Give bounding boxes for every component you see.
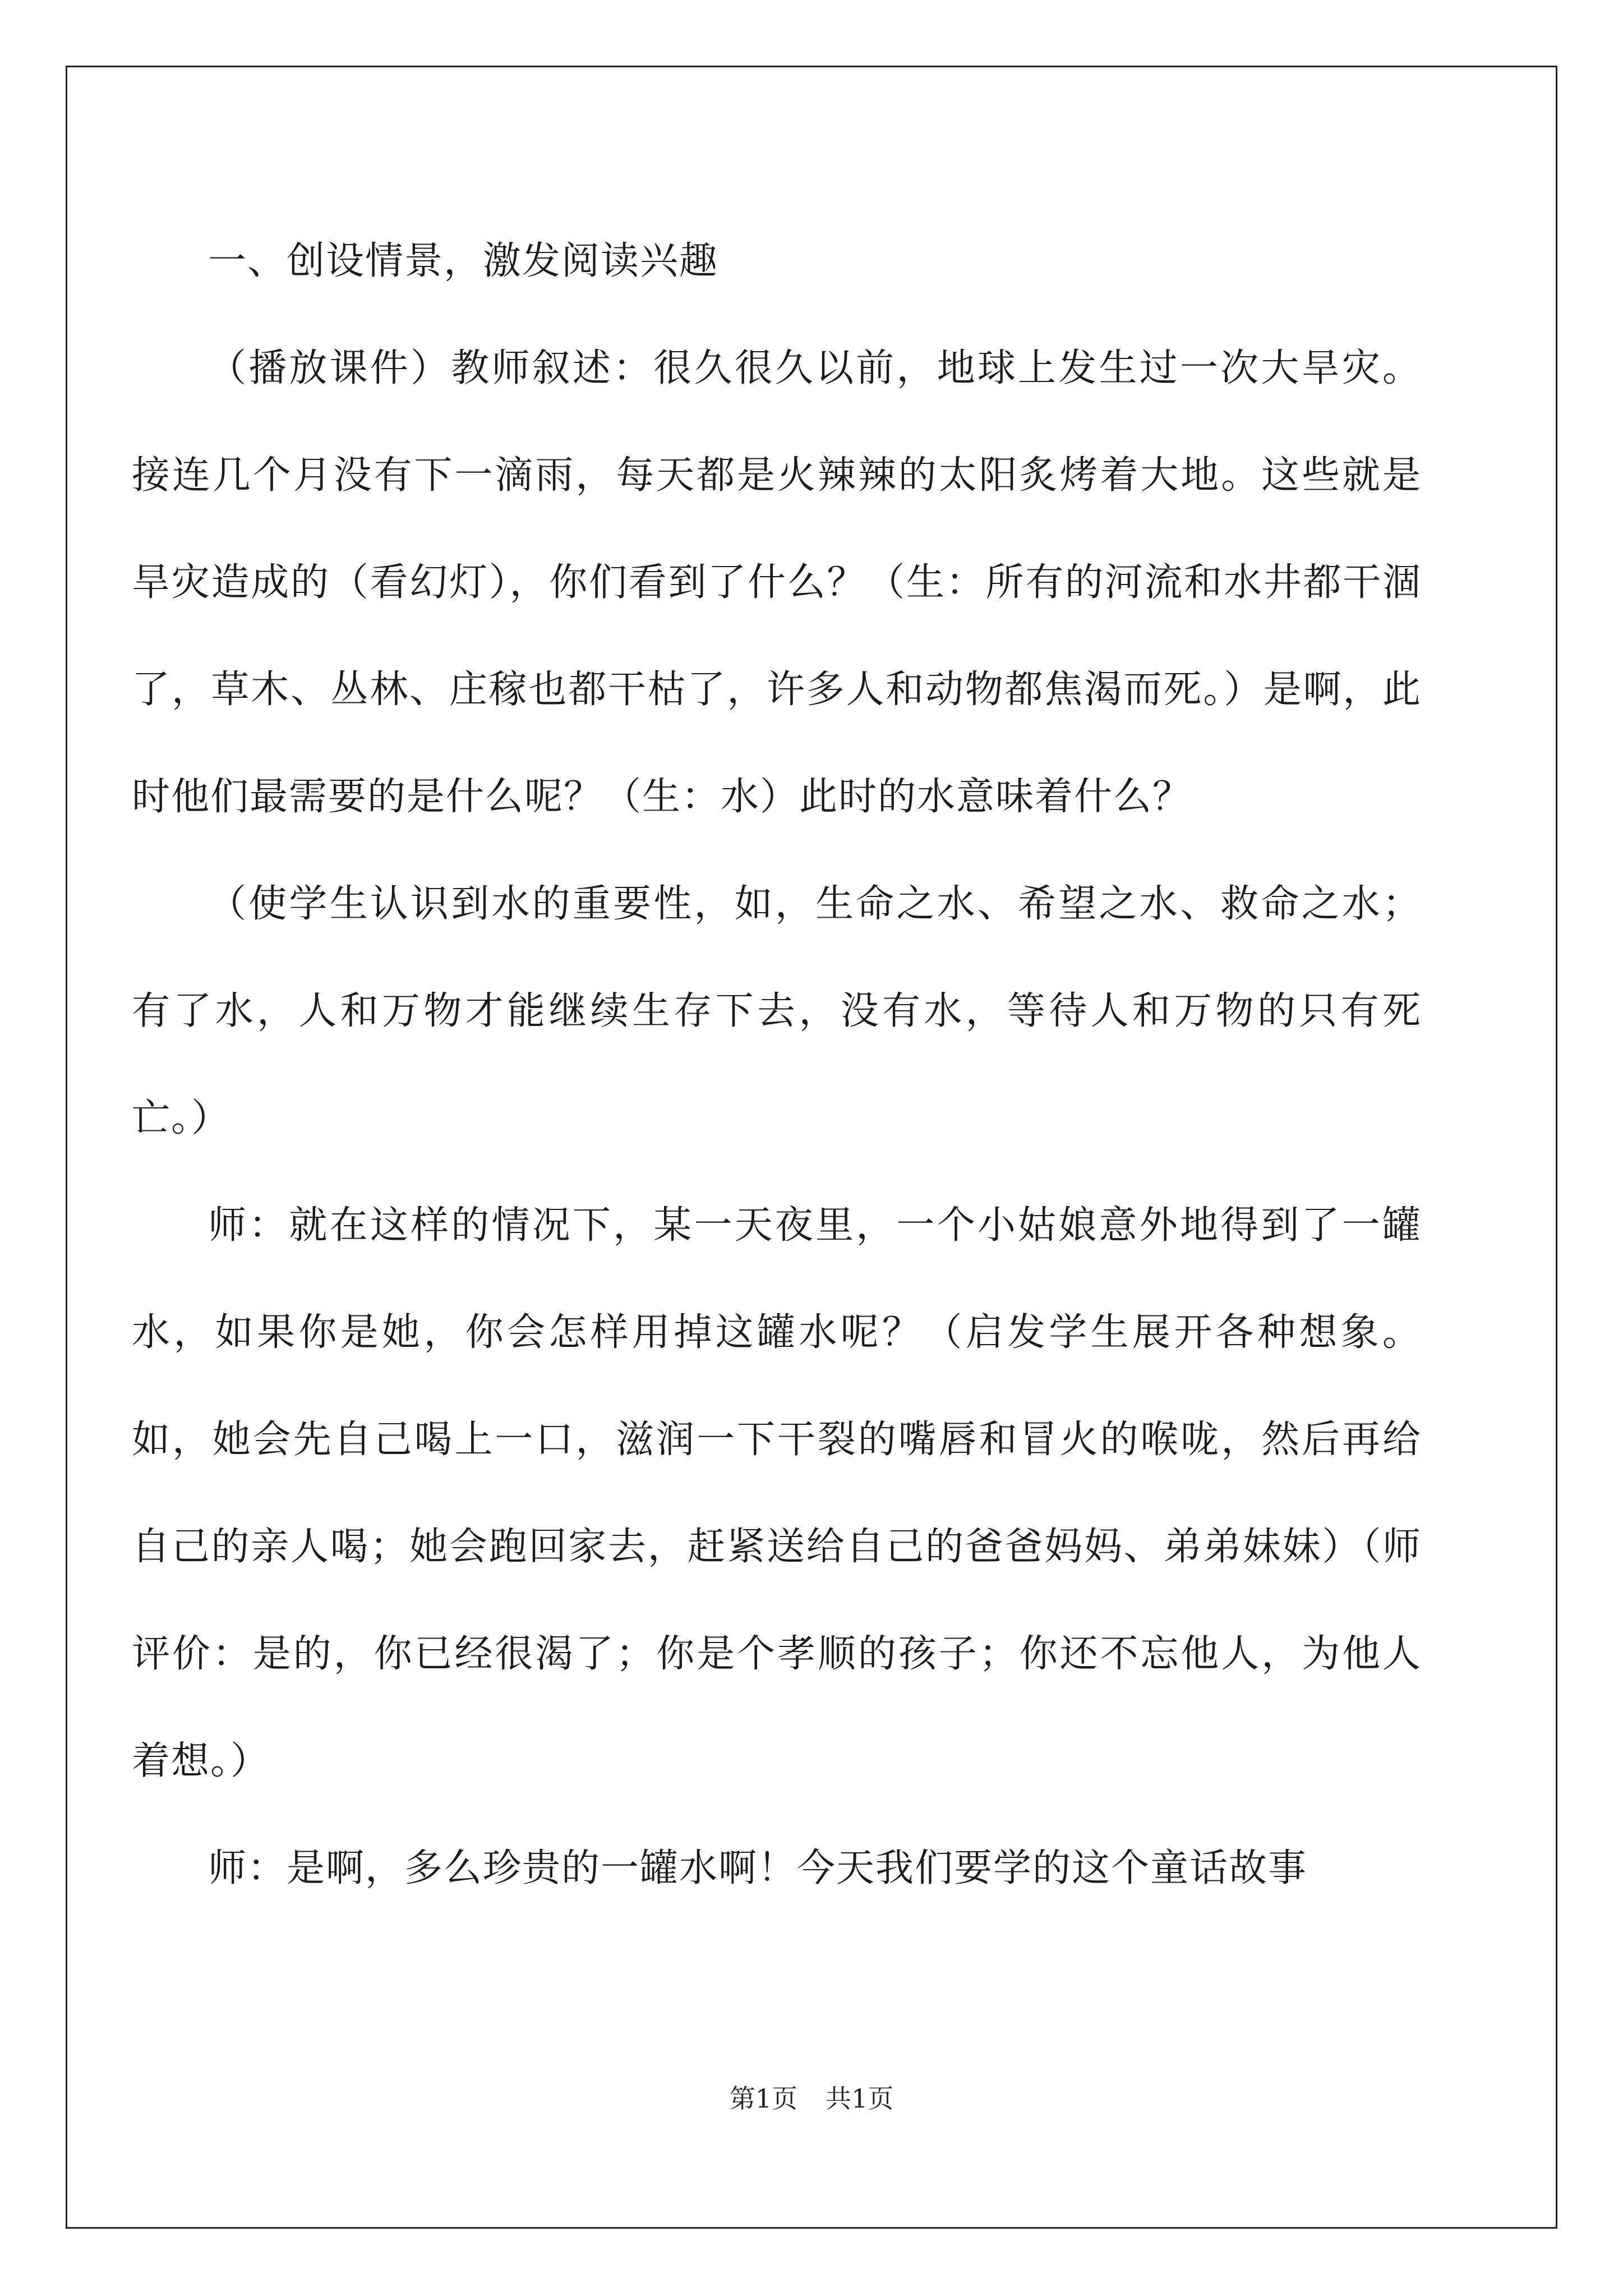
paragraph-narration: （播放课件）教师叙述：很久很久以前，地球上发生过一次大旱灾。接连几个月没有下一滴雨，每天都是火辣辣的太阳炙烤着大地。这些就是旱灾造成的（看幻灯），你们看到了什么？（生：所有的河流和水井都干涸了，草木、丛林、庄稼也都干枯了，许多人和动物都焦渴而死。）是啊，此时他们最需要的是什么呢？（生：水）此时的水意味着什么？ xyxy=(132,346,1422,819)
paragraph-teacher-intro: 师：是啊，多么珍贵的一罐水啊！今天我们要学的这个童话故事 xyxy=(208,1846,1308,1890)
page-number-total: 共1页 xyxy=(826,2083,894,2114)
document-body xyxy=(132,208,1422,1922)
page-number-current: 第1页 xyxy=(729,2083,797,2114)
page-footer xyxy=(0,2078,1623,2115)
section-heading: 一、创设情景，激发阅读兴趣 xyxy=(208,239,719,283)
paragraph-teacher-question: 师：就在这样的情况下，某一天夜里，一个小姑娘意外地得到了一罐水，如果你是她，你会怎样用掉这罐水呢？（启发学生展开各种想象。如，她会先自己喝上一口，滋润一下干裂的嘴唇和冒火的喉咙，然后再给自己的亲人喝；她会跑回家去，赶紧送给自己的爸爸妈妈、弟弟妹妹）（师评价：是的，你已经很渴了；你是个孝顺的孩子；你还不忘他人，为他人着想。） xyxy=(132,1203,1422,1783)
paragraph-importance-of-water: （使学生认识到水的重要性，如，生命之水、希望之水、救命之水；有了水，人和万物才能继续生存下去，没有水，等待人和万物的只有死亡。） xyxy=(132,882,1422,1140)
